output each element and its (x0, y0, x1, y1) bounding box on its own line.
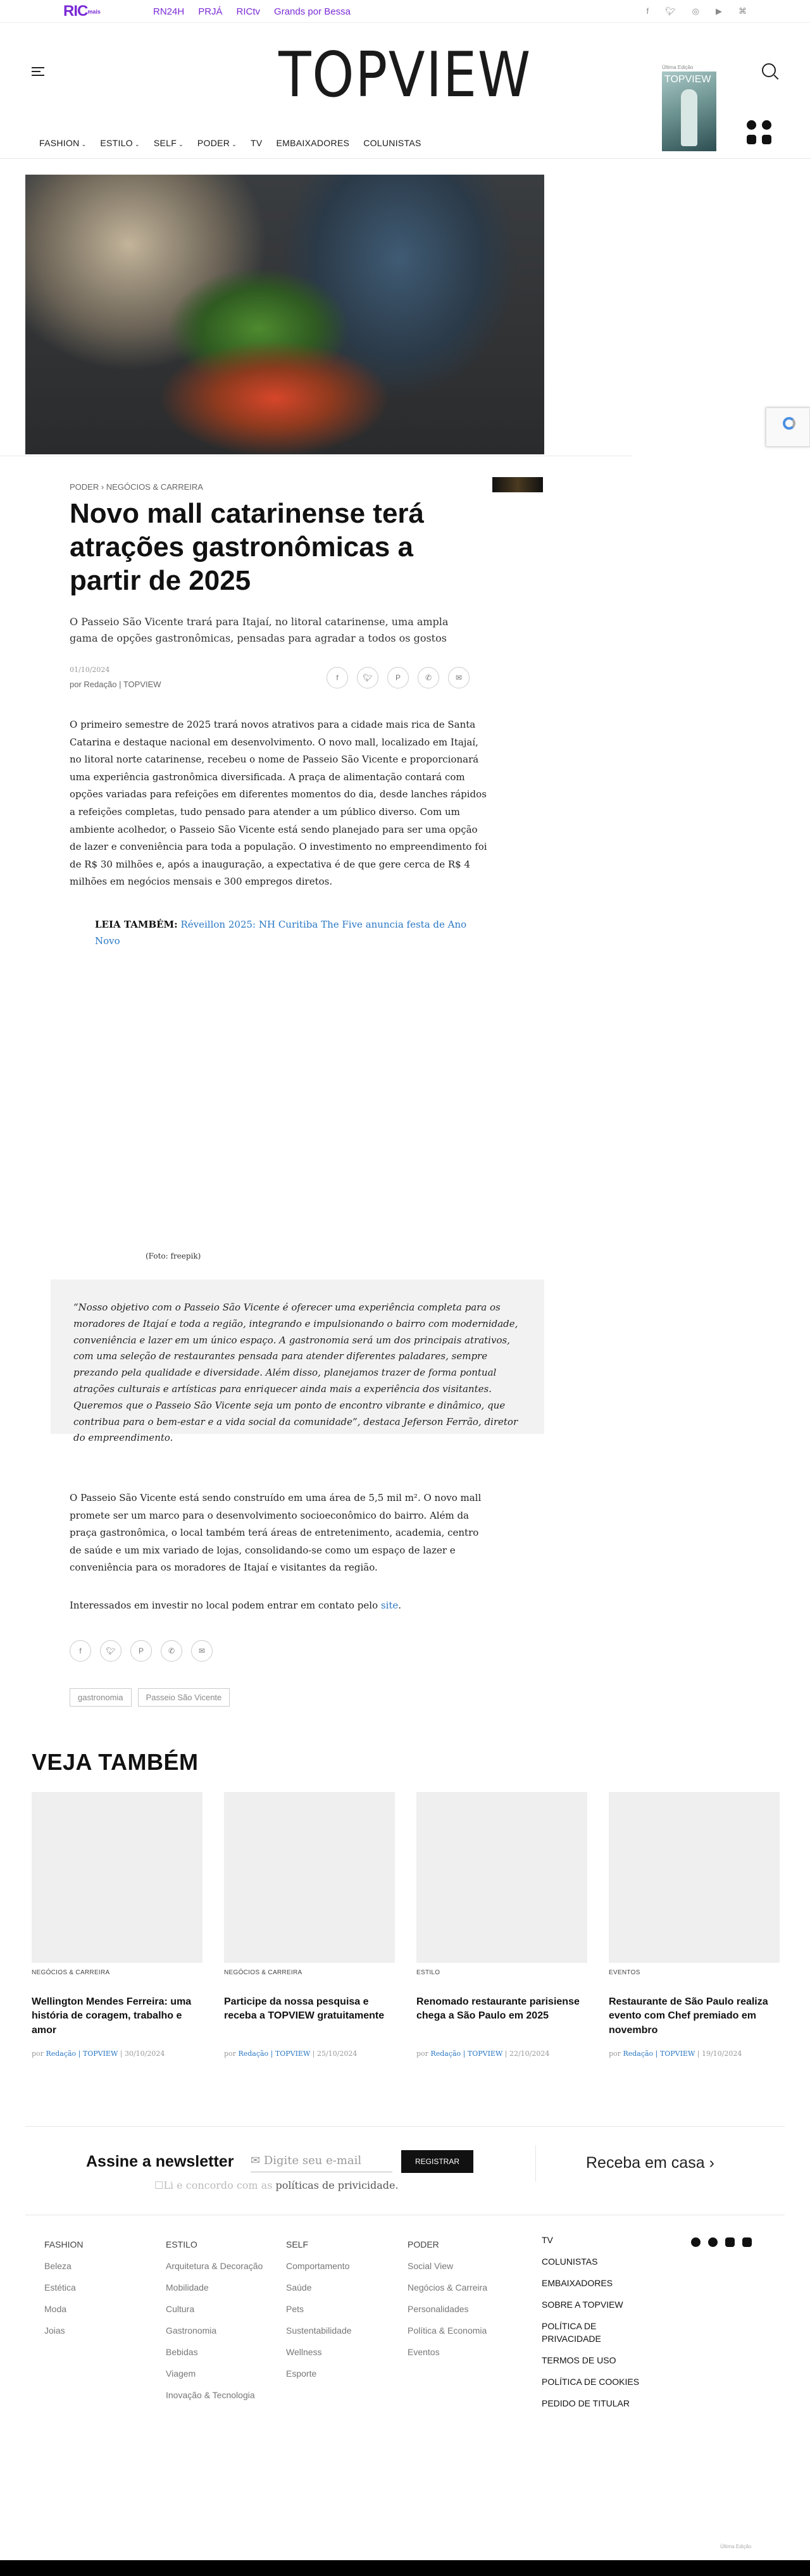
youtube-icon[interactable] (742, 2237, 752, 2247)
vertical-divider (535, 2145, 536, 2182)
footer-col-estilo (166, 2234, 263, 2406)
footer-link[interactable]: Personalidades (408, 2304, 469, 2314)
facebook-icon[interactable]: f (327, 667, 348, 688)
instagram-icon[interactable]: ◎ (692, 6, 699, 16)
related-cards (32, 1792, 780, 2058)
nav-item-tv[interactable]: TV (251, 138, 263, 148)
pull-quote: “Nosso objetivo com o Passeio São Vicente é oferecer uma experiência completa para os moradores de Itajaí e toda a região, integrando e impulsionando o bairro com modernidade, conveniência e lazer em um único espaço. A gastronomia será um dos principais atrativos, com uma seleção de restaurantes pensada para atender diferentes paladares, sempre prezando pela qualidade e diversidade. Além disso, planejamos trazer de forma pontual atrações culturais e artísticas para enriquecer ainda mais a experiência dos visitantes. Queremos que o Passeio São Vicente seja um ponto de encontro vibrante e dinâmico, que contribua para o bem-estar e a vida social da comunidade”, destaca Jeferson Ferrão, diretor do empreendimento. (51, 1279, 544, 1434)
card-title[interactable]: Wellington Mendes Ferreira: uma história de coragem, trabalho e amor (32, 1996, 192, 2036)
footer-col-self (286, 2234, 352, 2384)
photo-caption: (Foto: freepik) (146, 1252, 201, 1260)
network-link-rn24h[interactable]: RN24H (153, 6, 185, 17)
breadcrumb[interactable]: PODER › NEGÓCIOS & CARREIRA (70, 482, 203, 492)
pinterest-icon[interactable]: P (130, 1640, 152, 1662)
instagram-icon[interactable] (725, 2237, 735, 2247)
mail-icon: ✉ (251, 2154, 261, 2167)
top-social-links (647, 6, 747, 16)
card-category[interactable]: ESTILO (416, 1969, 440, 1976)
footer-social-links (691, 2237, 752, 2247)
share-bar-bottom (70, 1640, 213, 1662)
ric-brand: RIC (63, 3, 88, 20)
related-card[interactable] (416, 1792, 587, 2058)
footer-link[interactable]: TERMOS DE USO (542, 2355, 616, 2365)
footer-head[interactable]: ESTILO (166, 2239, 197, 2249)
nav-item-self[interactable]: SELF ⌄ (153, 138, 184, 148)
checkbox-icon: ☐ (154, 2179, 164, 2191)
newsletter-divider (25, 2126, 785, 2127)
article-byline: por Redação | TOPVIEW (70, 680, 161, 689)
whatsapp-icon[interactable]: ✆ (418, 667, 439, 688)
side-banner[interactable] (492, 477, 543, 492)
related-heading: VEJA TAMBÉM (32, 1749, 199, 1775)
read-also (95, 916, 487, 950)
article-paragraph: O primeiro semestre de 2025 trará novos atrativos para a cidade mais rica de Santa Catarina e destaque nacional em desenvolvimento. O novo mall, localizado em Itajaí, no litoral norte catarinense, recebeu o nome de Passeio São Vicente e proporcionará uma experiência gastronômica diversificada. A praça de alimentação contará com opções variadas para refeições em diferentes momentos do dia, desde lanches rápidos a refeições completas, tudo pensado para atender a um público diverso. Com um ambiente acolhedor, o Passeio São Vicente está sendo planejado para ser uma opção de lazer e conveniência para toda a população. O investimento no empreendimento foi de R$ 30 milhões e, após a inauguração, a expectativa é de que gere cerca de R$ 4 milhões em negócios mensais e 300 empregos diretos. (70, 719, 487, 888)
edition-label: Última Edição (662, 65, 694, 70)
search-icon[interactable] (762, 63, 776, 77)
site-logo[interactable]: TOPVIEW (278, 39, 532, 111)
card-image[interactable] (609, 1792, 780, 1963)
network-link-rictv[interactable]: RICtv (236, 6, 261, 17)
nav-item-embaixadores[interactable]: EMBAIXADORES (276, 138, 350, 148)
chevron-down-icon: ⌄ (232, 141, 237, 147)
instagram-icon[interactable] (747, 135, 756, 144)
related-card[interactable] (609, 1792, 780, 2058)
article-paragraph: O Passeio São Vicente está sendo construído em uma área de 5,5 mil m². O novo mall promete ser um marco para o desenvolvimento socioeconômico do bairro. Além da praça gastronômica, o local também terá áreas de entretenimento, academia, centro de saúde e um mix variado de lojas, consolidando-se como um espaço de lazer e conveniência para os moradores de Itajaí e visitantes da região. (70, 1492, 482, 1574)
footer-link[interactable]: Política & Economia (408, 2325, 487, 2336)
card-category[interactable]: NEGÓCIOS & CARREIRA (224, 1969, 302, 1976)
read-also-label: LEIA TAMBÉM: (95, 919, 178, 930)
chevron-right-icon: › (709, 2154, 714, 2172)
register-button[interactable]: REGISTRAR (401, 2150, 473, 2173)
footer-link[interactable]: Pets (286, 2304, 304, 2314)
main-nav (39, 138, 421, 148)
card-title[interactable]: Restaurante de São Paulo realiza evento com Chef premiado em novembro (609, 1996, 768, 2036)
footer-link[interactable]: Wellness (286, 2347, 322, 2357)
ric-logo[interactable] (63, 3, 101, 20)
footer-link[interactable]: Saúde (286, 2282, 312, 2293)
latest-edition[interactable] (662, 65, 716, 151)
footer-link[interactable]: Comportamento (286, 2261, 350, 2271)
chevron-down-icon: ⌄ (178, 141, 184, 147)
nav-item-colunistas[interactable]: COLUNISTAS (363, 138, 421, 148)
youtube-icon[interactable] (762, 135, 771, 144)
article-title: Novo mall catarinense terá atrações gastronômicas a partir de 2025 (70, 498, 425, 596)
nav-item-fashion[interactable]: FASHION ⌄ (39, 138, 87, 148)
share-bar-top (327, 667, 470, 688)
footer-link[interactable]: PEDIDO DE TITULAR (542, 2398, 630, 2408)
footer-link[interactable]: Viagem (166, 2368, 196, 2379)
footer-link[interactable]: POLÍTICA DE COOKIES (542, 2377, 640, 2387)
nav-social-links (747, 120, 778, 144)
site-link[interactable]: site (380, 1600, 399, 1611)
footer-link[interactable]: EMBAIXADORES (542, 2278, 613, 2288)
newsletter-consent[interactable]: ☐Li e concordo com as políticas de privicidade. (154, 2179, 399, 2191)
facebook-icon[interactable]: f (70, 1640, 91, 1662)
footer-head[interactable]: FASHION (44, 2239, 84, 2249)
card-image[interactable] (32, 1792, 202, 1963)
article-paragraph: Interessados em investir no local podem entrar em contato pelo site. (70, 1600, 402, 1611)
card-image[interactable] (416, 1792, 587, 1963)
network-link-prja[interactable]: PRJÁ (198, 6, 223, 17)
card-byline: por Redação | TOPVIEW | 30/10/2024 (32, 2050, 165, 2058)
card-byline: por Redação | TOPVIEW | 25/10/2024 (224, 2050, 358, 2058)
email-icon[interactable]: ✉ (191, 1640, 213, 1662)
footer-link[interactable]: POLÍTICA DE PRIVACIDADE (542, 2321, 601, 2344)
footer-edition-label[interactable]: Última Edição (720, 2544, 752, 2549)
footer-link[interactable]: Inovação & Tecnologia (166, 2390, 255, 2400)
edition-cover-title: TOPVIEW (664, 74, 711, 85)
footer-link[interactable]: Beleza (44, 2261, 72, 2271)
tag[interactable]: Passeio São Vicente (138, 1688, 230, 1707)
tag[interactable]: gastronomia (70, 1688, 132, 1707)
hero-image (25, 175, 544, 454)
related-card[interactable] (224, 1792, 395, 2058)
footer-col-fashion (44, 2234, 83, 2341)
article-subtitle: O Passeio São Vicente trará para Itajaí, no litoral catarinense, uma ampla gama de opções gastronômicas, pensadas para agradar a todos os gostos (70, 616, 449, 644)
footer-head[interactable]: SELF (286, 2239, 309, 2249)
nav-divider (0, 158, 810, 159)
card-byline: por Redação | TOPVIEW | 22/10/2024 (416, 2050, 550, 2058)
twitter-icon[interactable]: 🐦︎ (357, 667, 378, 688)
youtube-icon[interactable]: ▶ (716, 6, 722, 16)
article-date: 01/10/2024 (70, 666, 110, 674)
facebook-icon[interactable]: f (646, 6, 649, 16)
hamburger-menu-icon[interactable] (32, 67, 44, 76)
card-byline: por Redação | TOPVIEW | 19/10/2024 (609, 2050, 742, 2058)
twitter-icon[interactable] (708, 2237, 718, 2247)
card-title[interactable]: Renomado restaurante parisiense chega a São Paulo em 2025 (416, 1996, 580, 2022)
tag-list (70, 1688, 230, 1707)
footer-head[interactable]: PODER (408, 2239, 439, 2249)
footer-link[interactable]: SOBRE A TOPVIEW (542, 2299, 623, 2310)
recaptcha-icon (783, 417, 795, 430)
twitter-icon[interactable]: 🐦︎ (100, 1640, 122, 1662)
ric-brand-small: mais (87, 8, 101, 15)
footer-link[interactable]: TV (542, 2235, 553, 2245)
facebook-icon[interactable] (691, 2237, 701, 2247)
footer-link[interactable]: Arquitetura & Decoração (166, 2261, 263, 2271)
card-title[interactable]: Participe da nossa pesquisa e receba a TOPVIEW gratuitamente (224, 1996, 385, 2022)
email-icon[interactable]: ✉ (448, 667, 470, 688)
footer-col-poder (408, 2234, 487, 2363)
author-link[interactable]: Redação | TOPVIEW (84, 680, 161, 689)
related-card[interactable] (32, 1792, 202, 2058)
footer-link[interactable]: Joias (44, 2325, 65, 2336)
footer-link[interactable]: Moda (44, 2304, 67, 2314)
network-link-bessa[interactable]: Grands por Bessa (274, 6, 351, 17)
card-category[interactable]: EVENTOS (609, 1969, 640, 1976)
card-image[interactable] (224, 1792, 395, 1963)
card-category[interactable]: NEGÓCIOS & CARREIRA (32, 1969, 110, 1976)
network-bar (0, 0, 810, 23)
bottom-bar (0, 2560, 810, 2576)
footer-link[interactable]: Gastronomia (166, 2325, 217, 2336)
read-also-link[interactable]: Réveillon 2025: NH Curitiba The Five anuncia festa de Ano Novo (95, 919, 467, 947)
footer-link[interactable]: Social View (408, 2261, 454, 2271)
twitter-icon[interactable] (762, 120, 771, 130)
chevron-down-icon: ⌄ (135, 141, 140, 147)
recaptcha-badge[interactable] (766, 408, 810, 447)
rss-icon[interactable]: ⌘ (738, 6, 747, 16)
edition-cover[interactable] (662, 72, 716, 151)
facebook-icon[interactable] (747, 120, 756, 130)
network-links (153, 6, 351, 17)
nav-item-poder[interactable]: PODER ⌄ (197, 138, 237, 148)
footer-col-links (542, 2234, 643, 2418)
footer-link[interactable]: Negócios & Carreira (408, 2282, 488, 2293)
chevron-down-icon: ⌄ (81, 141, 87, 147)
newsletter-title: Assine a newsletter (86, 2153, 234, 2170)
footer-link[interactable]: Sustentabilidade (286, 2325, 352, 2336)
nav-item-estilo[interactable]: ESTILO ⌄ (100, 138, 140, 148)
newsletter-email-input[interactable]: ✉ Digite seu e-mail (251, 2154, 362, 2167)
twitter-icon[interactable]: 🐦︎ (665, 6, 676, 16)
footer-link[interactable]: Estética (44, 2282, 76, 2293)
home-delivery-link[interactable]: Receba em casa › (586, 2154, 714, 2172)
footer-link[interactable]: Bebidas (166, 2347, 198, 2357)
footer-link[interactable]: Mobilidade (166, 2282, 209, 2293)
footer-link[interactable]: Eventos (408, 2347, 440, 2357)
footer-link[interactable]: Esporte (286, 2368, 317, 2379)
whatsapp-icon[interactable]: ✆ (161, 1640, 182, 1662)
footer-link[interactable]: COLUNISTAS (542, 2256, 598, 2267)
pinterest-icon[interactable]: P (387, 667, 409, 688)
footer-link[interactable]: Cultura (166, 2304, 195, 2314)
